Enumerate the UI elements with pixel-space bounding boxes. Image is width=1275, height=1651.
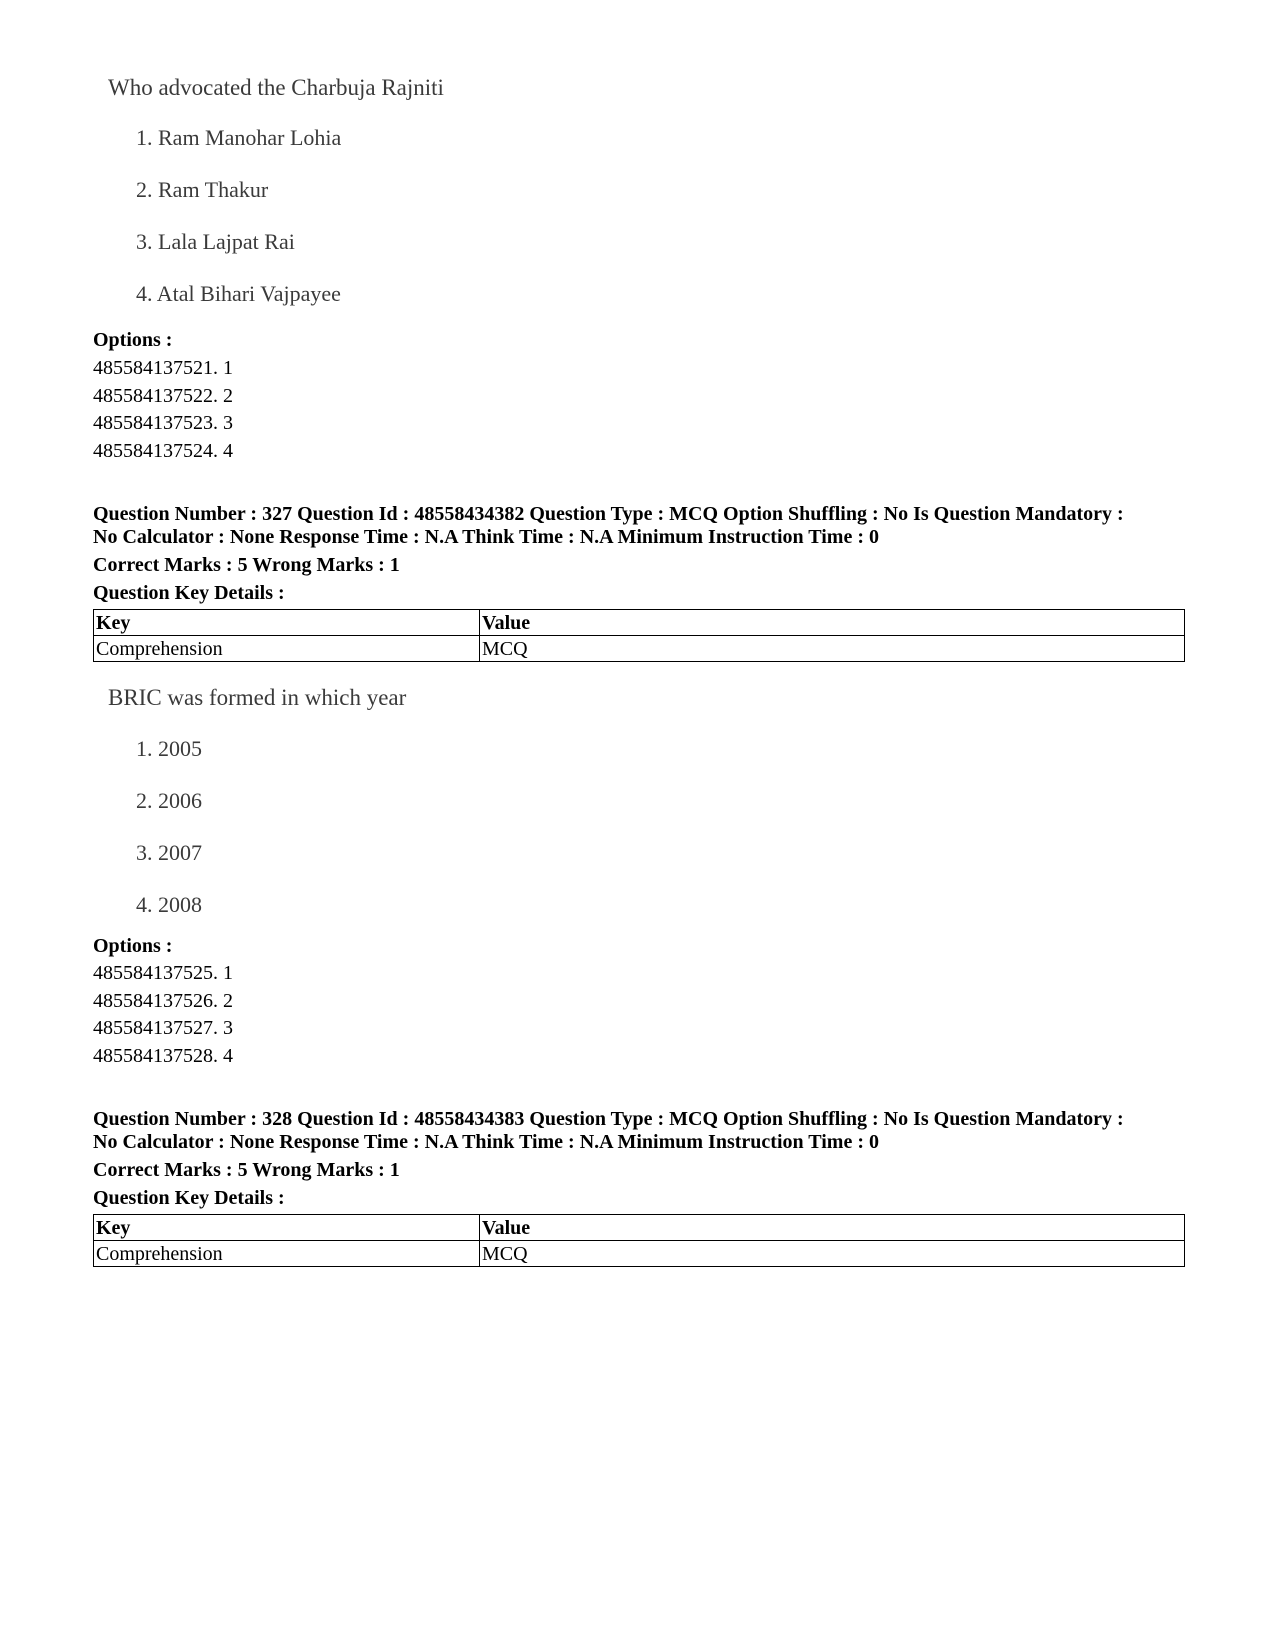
- option-item: 485584137526. 2: [93, 990, 233, 1012]
- question-choice: 3. Lala Lajpat Rai: [136, 229, 295, 254]
- question-choice: 4. Atal Bihari Vajpayee: [136, 281, 341, 306]
- table-header-key: Key: [94, 1215, 480, 1241]
- key-details-label: Question Key Details :: [93, 582, 285, 604]
- question-choice: 3. 2007: [136, 840, 202, 865]
- question-choice: 1. 2005: [136, 736, 202, 761]
- question-meta-line: No Calculator : None Response Time : N.A Think Time : N.A Minimum Instruction Time : 0: [93, 1131, 879, 1153]
- table-row: [94, 1241, 1185, 1267]
- table-header-key: Key: [94, 610, 480, 636]
- table-header-value: Value: [480, 1215, 1185, 1241]
- key-details-label: Question Key Details :: [93, 1187, 285, 1209]
- key-value-table: [93, 609, 1185, 662]
- question-meta: [93, 503, 1193, 549]
- table-cell: MCQ: [480, 636, 1185, 662]
- option-item: 485584137527. 3: [93, 1017, 233, 1039]
- options-label: Options :: [93, 329, 173, 351]
- option-item: 485584137525. 1: [93, 962, 233, 984]
- table-cell: Comprehension: [94, 1241, 480, 1267]
- table-header-row: [94, 1215, 1185, 1241]
- marks-line: Correct Marks : 5 Wrong Marks : 1: [93, 1159, 400, 1181]
- question-meta-line: No Calculator : None Response Time : N.A Think Time : N.A Minimum Instruction Time : 0: [93, 526, 879, 548]
- table-cell: MCQ: [480, 1241, 1185, 1267]
- option-item: 485584137523. 3: [93, 412, 233, 434]
- table-header-value: Value: [480, 610, 1185, 636]
- options-label: Options :: [93, 935, 173, 957]
- question-choice: 2. Ram Thakur: [136, 177, 269, 202]
- question-meta-line: Question Number : 327 Question Id : 48558434382 Question Type : MCQ Option Shuffling : No Is Question Mandatory :: [93, 503, 1124, 525]
- question-choice: 1. Ram Manohar Lohia: [136, 125, 342, 150]
- question-meta-line: Question Number : 328 Question Id : 48558434383 Question Type : MCQ Option Shuffling : No Is Question Mandatory :: [93, 1108, 1124, 1130]
- question-choice: 4. 2008: [136, 892, 202, 917]
- table-row: [94, 636, 1185, 662]
- question-stem: BRIC was formed in which year: [108, 685, 407, 710]
- key-value-table: [93, 1214, 1185, 1267]
- table-header-row: [94, 610, 1185, 636]
- question-choice: 2. 2006: [136, 788, 202, 813]
- question-image: [108, 684, 407, 917]
- option-item: 485584137524. 4: [93, 440, 233, 462]
- question-meta: [93, 1108, 1193, 1154]
- table-cell: Comprehension: [94, 636, 480, 662]
- marks-line: Correct Marks : 5 Wrong Marks : 1: [93, 554, 400, 576]
- option-item: 485584137521. 1: [93, 357, 233, 379]
- question-stem: Who advocated the Charbuja Rajniti: [108, 75, 444, 100]
- option-item: 485584137522. 2: [93, 385, 233, 407]
- question-image: [108, 74, 444, 306]
- option-item: 485584137528. 4: [93, 1045, 233, 1067]
